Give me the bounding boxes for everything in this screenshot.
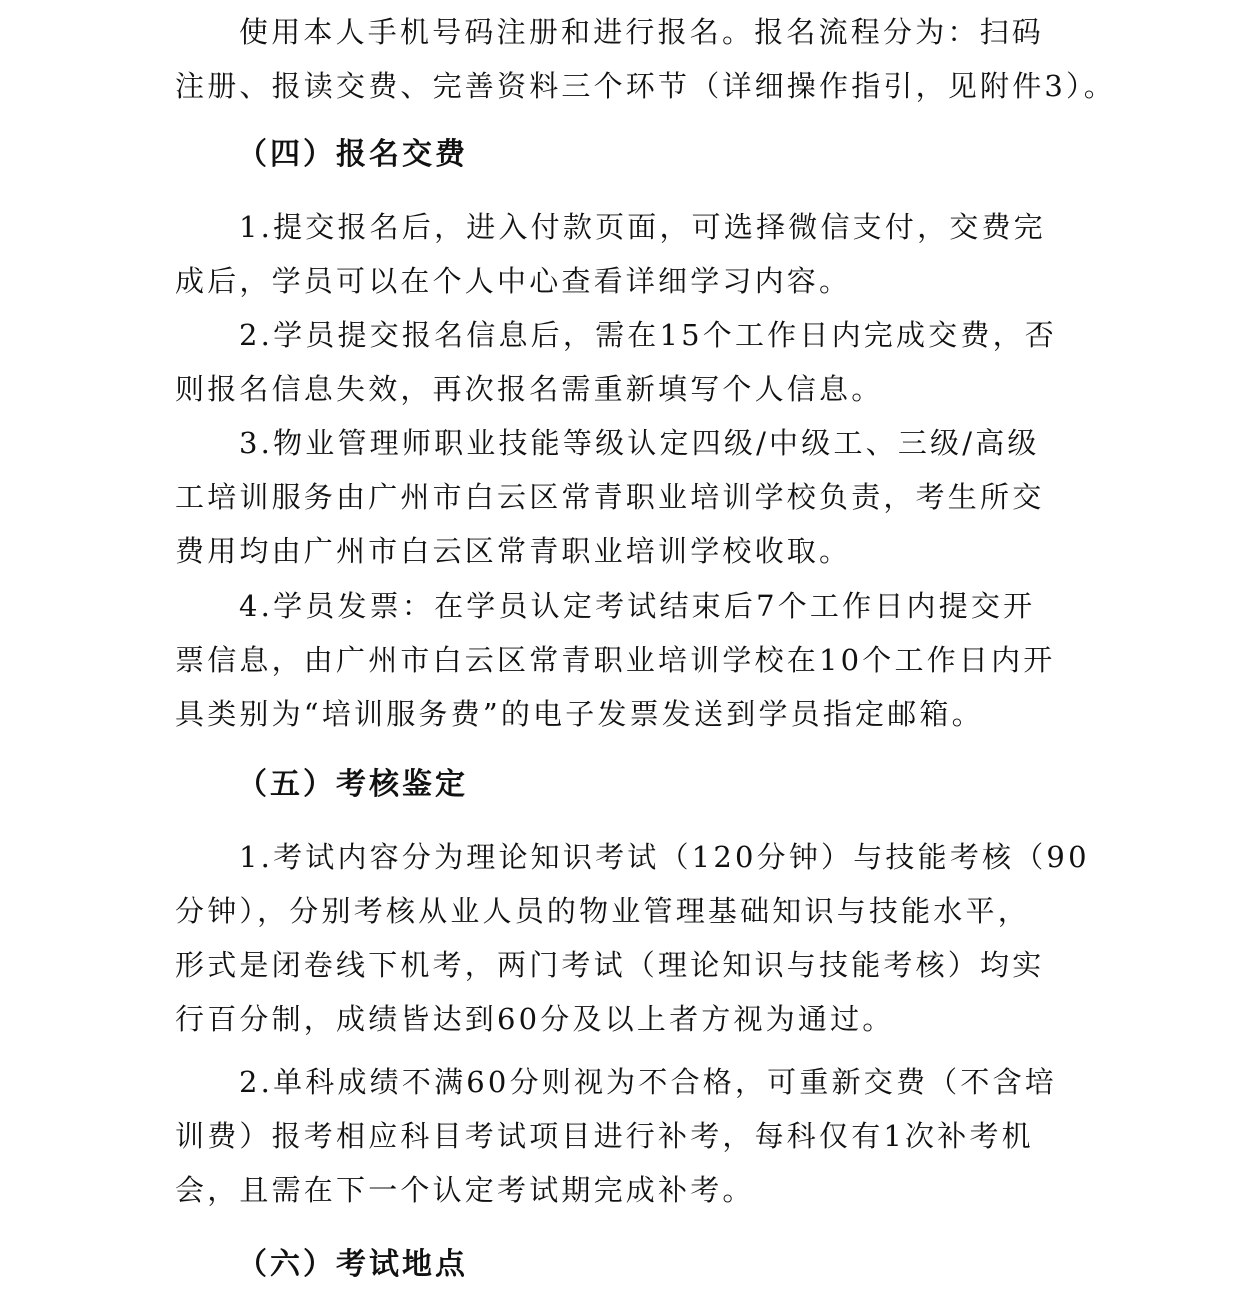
- text-line: 4.学员发票：在学员认定考试结束后7个工作日内提交开: [239, 589, 1036, 623]
- text-line: 训费）报考相应科目考试项目进行补考，每科仅有1次补考机: [175, 1119, 1034, 1153]
- text-line: 2.单科成绩不满60分则视为不合格，可重新交费（不含培: [239, 1065, 1057, 1099]
- list-item-exam-content: [175, 830, 1090, 1046]
- text-line: 工培训服务由广州市白云区常青职业培训学校负责，考生所交: [175, 480, 1045, 514]
- list-item-retake: [175, 1055, 1087, 1217]
- text-line: 会，且需在下一个认定考试期完成补考。: [175, 1173, 755, 1207]
- text-line: 2.学员提交报名信息后，需在15个工作日内完成交费，否: [239, 318, 1057, 352]
- section-heading-assessment: （五）考核鉴定: [237, 767, 468, 802]
- text-line: 行百分制，成绩皆达到60分及以上者方视为通过。: [175, 1002, 895, 1036]
- text-line: 形式是闭卷线下机考，两门考试（理论知识与技能考核）均实: [175, 948, 1045, 982]
- text-line: 票信息，由广州市白云区常青职业培训学校在10个工作日内开: [175, 643, 1056, 677]
- text-line: 1.考试内容分为理论知识考试（120分钟）与技能考核（90: [239, 840, 1090, 874]
- list-item-training-provider: [175, 416, 1087, 578]
- text-line: 则报名信息失效，再次报名需重新填写个人信息。: [175, 372, 884, 406]
- text-line: 成后，学员可以在个人中心查看详细学习内容。: [175, 264, 852, 298]
- list-item-invoice: [175, 579, 1087, 741]
- text-line: 使用本人手机号码注册和进行报名。报名流程分为：扫码: [239, 15, 1045, 49]
- text-line: 分钟），分别考核从业人员的物业管理基础知识与技能水平，: [175, 894, 1030, 928]
- text-line: 注册、报读交费、完善资料三个环节（详细操作指引，见附件3）。: [175, 69, 1116, 103]
- list-item-payment: [175, 200, 1087, 308]
- section-heading-exam-location: （六）考试地点: [237, 1247, 468, 1282]
- section-heading-registration-fee: （四）报名交费: [237, 137, 468, 172]
- text-line: 1.提交报名后，进入付款页面，可选择微信支付，交费完: [239, 210, 1046, 244]
- text-line: 具类别为“培训服务费”的电子发票发送到学员指定邮箱。: [175, 697, 984, 731]
- text-line: 费用均由广州市白云区常青职业培训学校收取。: [175, 534, 852, 568]
- paragraph-registration-process: [175, 5, 1116, 113]
- text-line: 3.物业管理师职业技能等级认定四级/中级工、三级/高级: [239, 426, 1040, 460]
- list-item-payment-deadline: [175, 308, 1087, 416]
